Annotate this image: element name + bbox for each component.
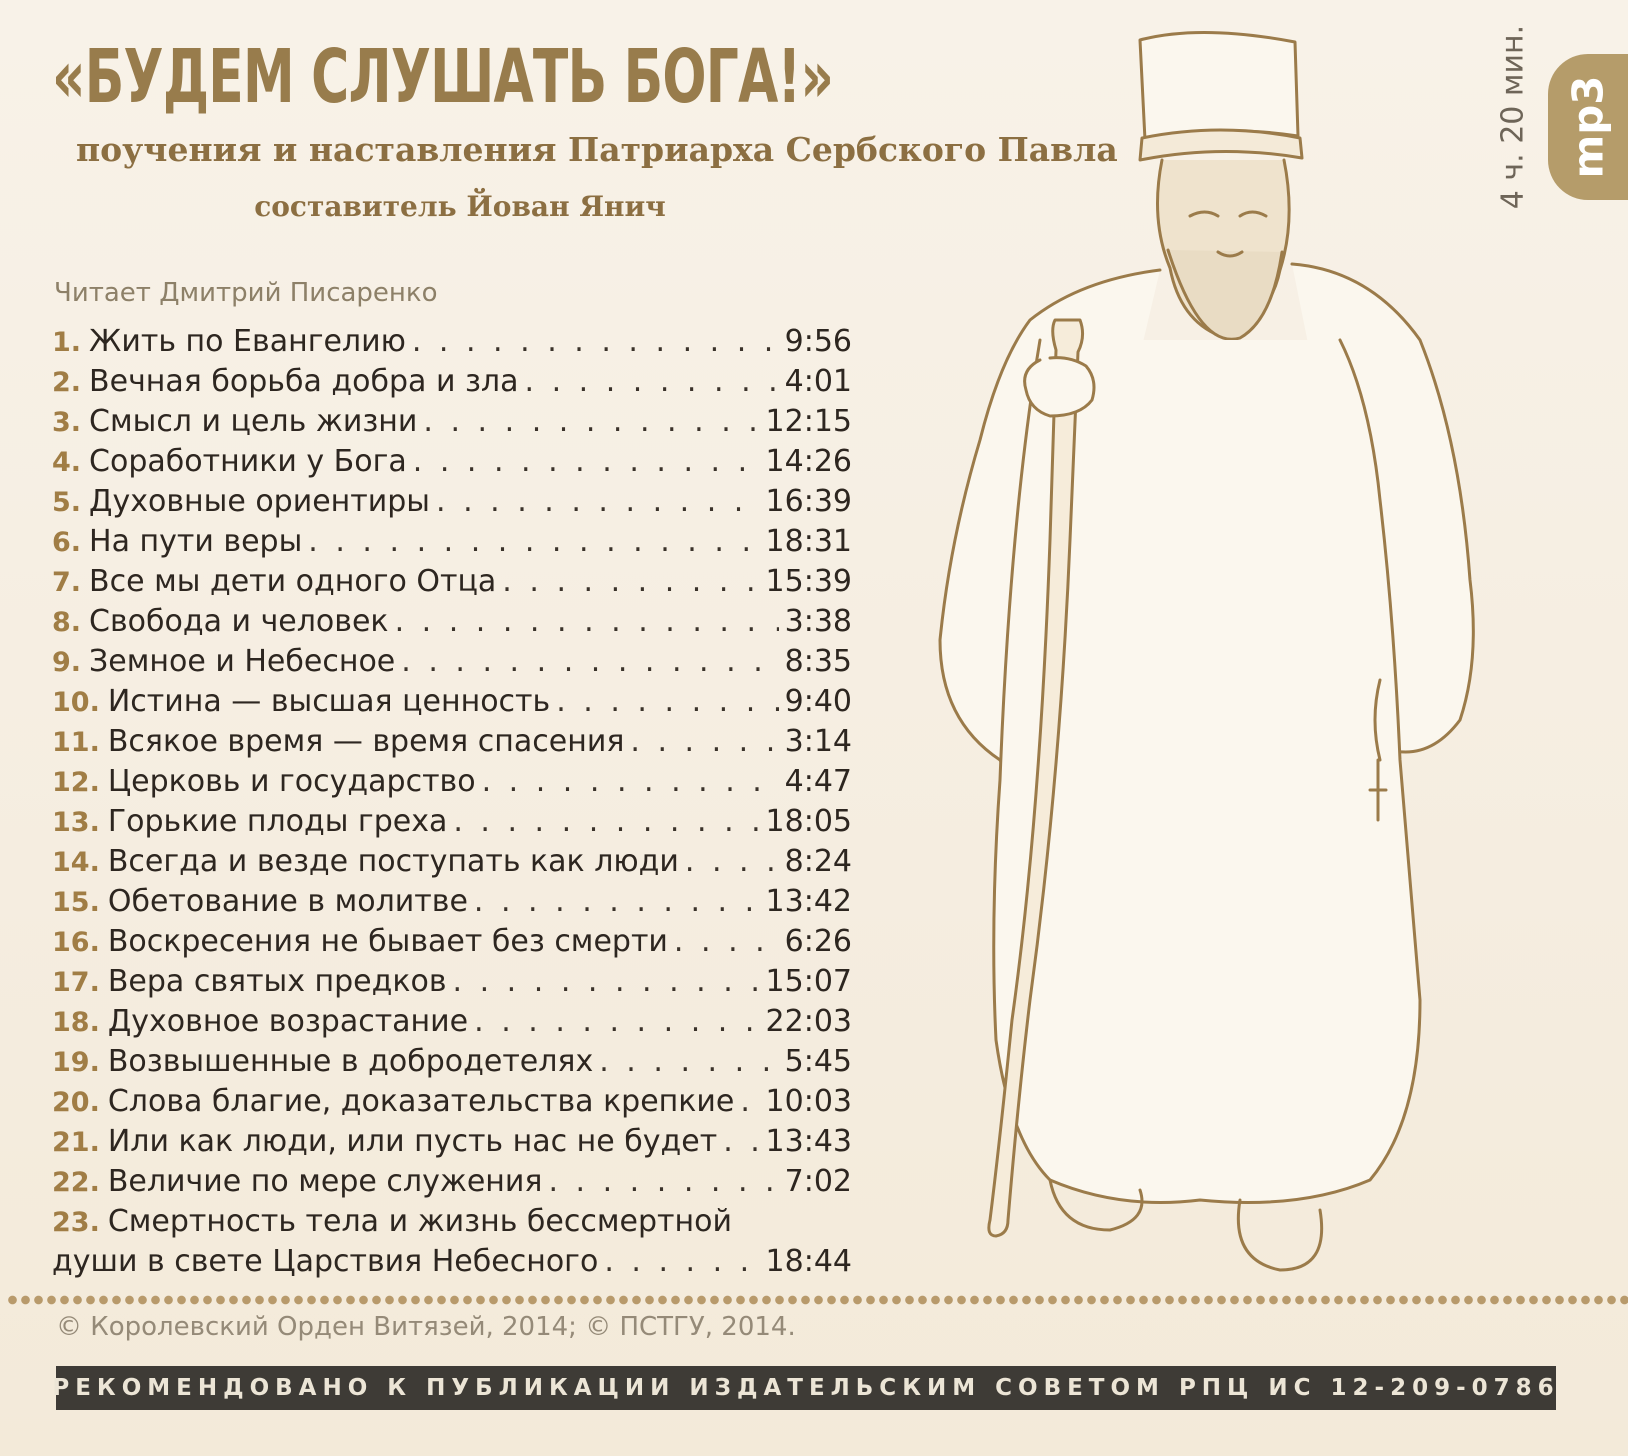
format-badge-text: mp3 <box>1563 75 1613 179</box>
leader-dots <box>423 404 759 439</box>
track-number: 6. <box>52 527 82 558</box>
track-number: 22. <box>52 1167 100 1198</box>
track-duration: 18:31 <box>765 524 852 559</box>
track-duration: 4:01 <box>784 364 852 399</box>
track-item <box>52 644 852 684</box>
track-item <box>52 1204 852 1244</box>
track-duration: 7:02 <box>784 1164 852 1199</box>
track-duration: 8:35 <box>784 644 852 679</box>
track-title: Духовные ориентиры <box>89 484 430 519</box>
track-title-line2: души в свете Царствия Небесного <box>52 1244 599 1279</box>
track-number: 20. <box>52 1087 100 1118</box>
track-duration: 4:47 <box>784 764 852 799</box>
patriarch-illustration <box>900 20 1520 1320</box>
track-number: 7. <box>52 567 82 598</box>
track-duration: 16:39 <box>765 484 852 519</box>
track-title: Вечная борьба добра и зла <box>89 364 519 399</box>
banner-text: РЕКОМЕНДОВАНО К ПУБЛИКАЦИИ ИЗДАТЕЛЬСКИМ СОВЕТОМ РПЦ ИС 12-209-0786 <box>52 1375 1560 1401</box>
track-duration: 15:39 <box>765 564 852 599</box>
leader-dots <box>474 884 760 919</box>
album-subtitle: поучения и наставления Патриарха Сербского Павла <box>76 130 1118 169</box>
track-item <box>52 804 852 844</box>
track-duration: 9:56 <box>784 324 852 359</box>
track-number: 9. <box>52 647 82 678</box>
track-number: 5. <box>52 487 82 518</box>
track-item-continuation <box>52 1244 852 1284</box>
track-title: Возвышенные в добродетелях <box>107 1044 594 1079</box>
track-duration: 18:44 <box>765 1244 852 1279</box>
track-title: Истина — высшая ценность <box>107 684 551 719</box>
compiler-credit: составитель Йован Янич <box>254 190 666 223</box>
track-duration: 3:38 <box>784 604 852 639</box>
track-duration: 9:40 <box>784 684 852 719</box>
track-duration: 15:07 <box>765 964 852 999</box>
track-number: 14. <box>52 847 100 878</box>
dotted-divider <box>6 1292 1628 1308</box>
leader-dots <box>482 764 779 799</box>
track-item <box>52 364 852 404</box>
track-duration: 14:26 <box>765 444 852 479</box>
total-duration-text: 4 ч. 20 мин. <box>1495 24 1531 210</box>
track-item <box>52 684 852 724</box>
track-item <box>52 484 852 524</box>
track-item <box>52 1004 852 1044</box>
leader-dots <box>436 484 760 519</box>
track-duration: 6:26 <box>784 924 852 959</box>
leader-dots <box>401 644 778 679</box>
track-title: Все мы дети одного Отца <box>89 564 497 599</box>
track-item <box>52 1084 852 1124</box>
leader-dots <box>604 1244 759 1279</box>
track-duration: 10:03 <box>765 1084 852 1119</box>
track-number: 3. <box>52 407 82 438</box>
track-number: 12. <box>52 767 100 798</box>
track-number: 16. <box>52 927 100 958</box>
track-number: 8. <box>52 607 82 638</box>
reader-credit: Читает Дмитрий Писаренко <box>54 278 438 308</box>
track-title: Вера святых предков <box>107 964 447 999</box>
track-title: Или как люди, или пусть нас не будет <box>107 1124 718 1159</box>
track-title: Свобода и человек <box>89 604 389 639</box>
track-number: 13. <box>52 807 100 838</box>
track-title: Духовное возрастание <box>107 1004 469 1039</box>
leader-dots <box>599 1044 778 1079</box>
track-item <box>52 1164 852 1204</box>
track-item <box>52 844 852 884</box>
leader-dots <box>525 364 779 399</box>
track-duration: 18:05 <box>765 804 852 839</box>
track-item <box>52 604 852 644</box>
format-badge <box>1548 54 1628 200</box>
track-number: 23. <box>52 1207 100 1238</box>
track-duration: 3:14 <box>784 724 852 759</box>
track-title: Обетование в молитве <box>107 884 468 919</box>
track-number: 10. <box>52 687 100 718</box>
leader-dots <box>308 524 759 559</box>
track-item <box>52 1124 852 1164</box>
track-number: 18. <box>52 1007 100 1038</box>
track-title: Смертность тела и жизнь бессмертной <box>107 1204 732 1239</box>
leader-dots <box>453 804 759 839</box>
track-number: 19. <box>52 1047 100 1078</box>
leader-dots <box>395 604 779 639</box>
leader-dots <box>630 724 778 759</box>
track-number: 17. <box>52 967 100 998</box>
leader-dots <box>453 964 760 999</box>
track-item <box>52 524 852 564</box>
track-title: Всегда и везде поступать как люди <box>107 844 679 879</box>
leader-dots <box>556 684 778 719</box>
track-item <box>52 324 852 364</box>
track-title: Церковь и государство <box>107 764 476 799</box>
track-duration: 13:43 <box>765 1124 852 1159</box>
track-duration: 13:42 <box>765 884 852 919</box>
track-item <box>52 404 852 444</box>
album-title: «БУДЕМ СЛУШАТЬ БОГА!» <box>52 34 834 120</box>
leader-dots <box>474 1004 759 1039</box>
track-duration: 12:15 <box>765 404 852 439</box>
track-number: 1. <box>52 327 82 358</box>
leader-dots <box>740 1084 759 1119</box>
leader-dots <box>723 1124 759 1159</box>
leader-dots <box>413 444 760 479</box>
track-title: Жить по Евангелию <box>89 324 406 359</box>
track-number: 11. <box>52 727 100 758</box>
track-title: Соработники у Бога <box>89 444 407 479</box>
track-title: Смысл и цель жизни <box>89 404 418 439</box>
leader-dots <box>502 564 759 599</box>
track-number: 2. <box>52 367 82 398</box>
track-item <box>52 884 852 924</box>
leader-dots <box>685 844 779 879</box>
leader-dots <box>674 924 779 959</box>
track-item <box>52 444 852 484</box>
track-item <box>52 724 852 764</box>
leader-dots <box>548 1164 778 1199</box>
publication-approval-banner <box>52 1366 1560 1410</box>
track-item <box>52 964 852 1004</box>
track-item <box>52 1044 852 1084</box>
track-duration: 22:03 <box>765 1004 852 1039</box>
track-item <box>52 564 852 604</box>
track-item <box>52 764 852 804</box>
track-number: 15. <box>52 887 100 918</box>
track-title: Воскресения не бывает без смерти <box>107 924 668 959</box>
leader-dots <box>412 324 779 359</box>
track-duration: 5:45 <box>784 1044 852 1079</box>
track-item <box>52 924 852 964</box>
copyright-notice: © Королевский Орден Витязей, 2014; © ПСТГУ, 2014. <box>56 1312 796 1342</box>
track-list <box>52 324 852 1284</box>
track-title: Горькие плоды греха <box>107 804 448 839</box>
track-title: Земное и Небесное <box>89 644 396 679</box>
track-title: Слова благие, доказательства крепкие <box>107 1084 735 1119</box>
track-number: 21. <box>52 1127 100 1158</box>
track-number: 4. <box>52 447 82 478</box>
track-title: Всякое время — время спасения <box>107 724 625 759</box>
track-duration: 8:24 <box>784 844 852 879</box>
track-title: На пути веры <box>89 524 303 559</box>
track-title: Величие по мере служения <box>107 1164 543 1199</box>
